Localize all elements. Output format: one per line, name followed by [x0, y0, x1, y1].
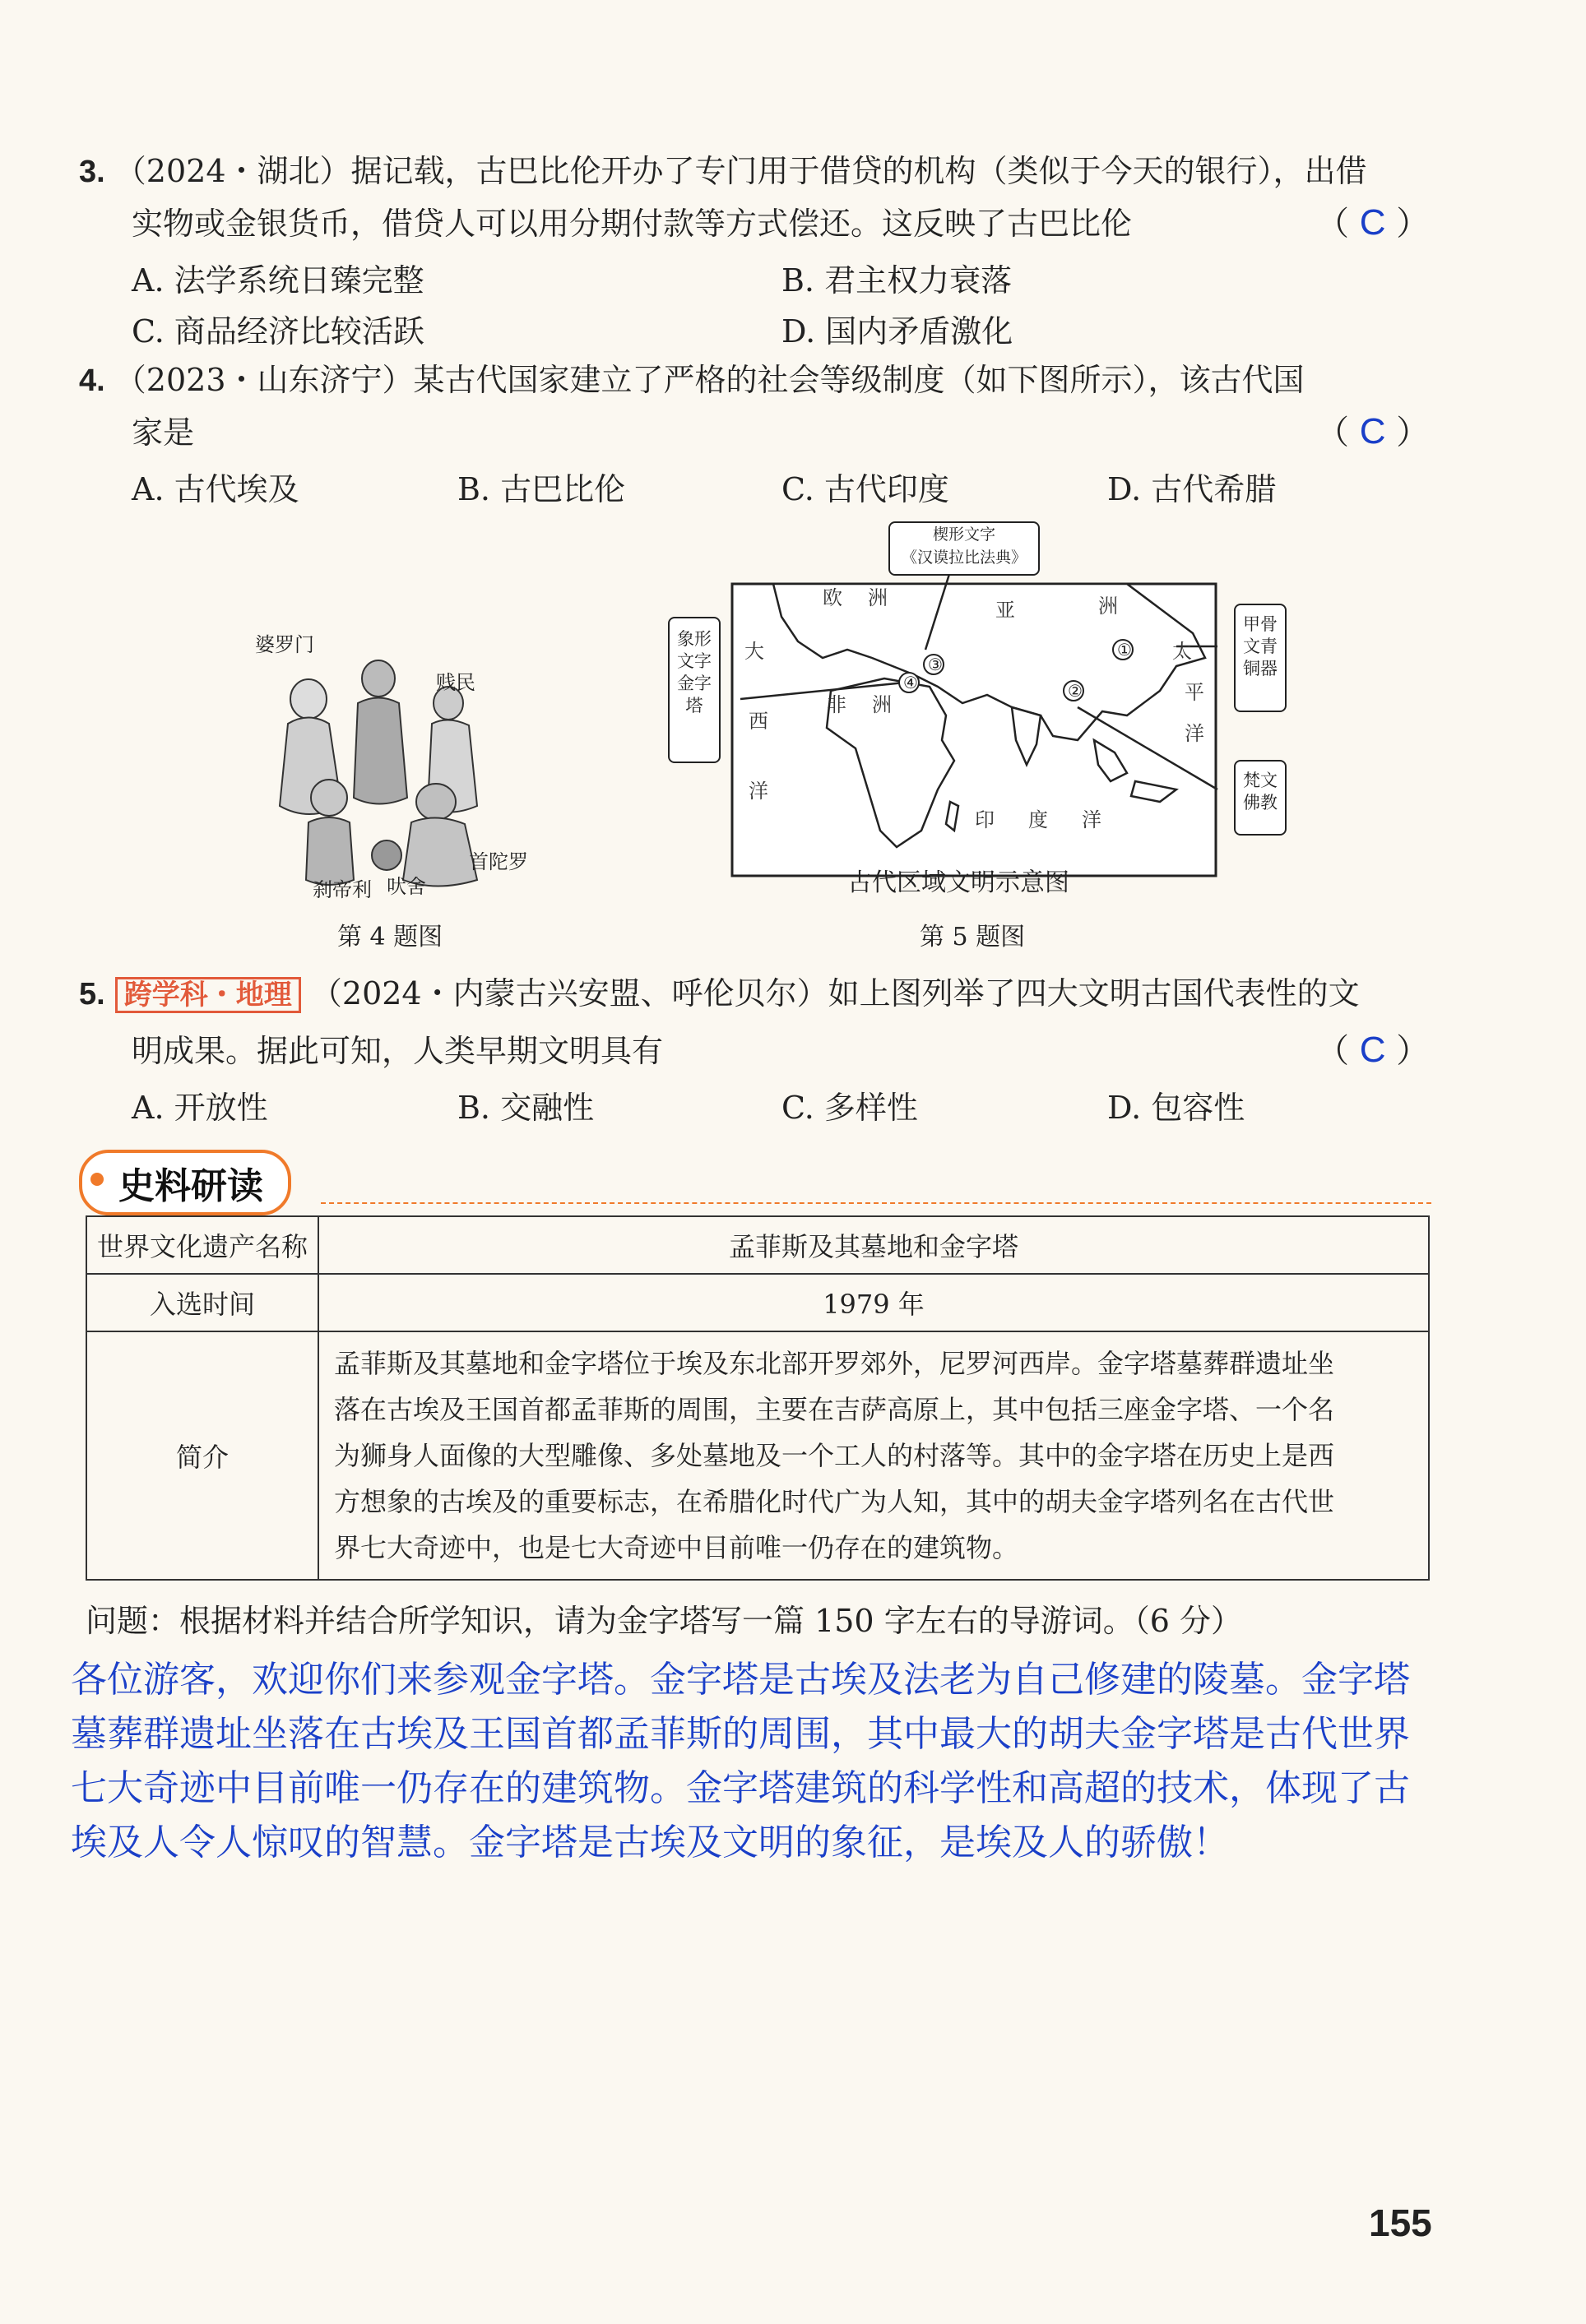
marker-1: ①: [1117, 640, 1132, 660]
table-label: 世界文化遗产名称: [86, 1216, 318, 1274]
bullet-dot-icon: [90, 1173, 104, 1186]
fig5-caption: 第 5 题图: [920, 923, 1026, 951]
q3-answer-bracket: （ C ）: [1316, 202, 1430, 243]
table-row: [86, 1274, 1429, 1331]
q3-stem-1: （2024・湖北）据记载，古巴比伦开办了专门用于借贷的机构（类似于今天的银行），出借: [114, 153, 1367, 189]
map-region-africa-1: 非: [827, 693, 846, 716]
q4-line1: [79, 354, 1305, 407]
label-untouchable: 贱民: [436, 671, 475, 694]
answer-line: 各位游客，欢迎你们来参观金字塔。金字塔是古埃及法老为自己修建的陵墓。金字塔: [71, 1659, 1410, 1701]
q5-answer-bracket: （ C ）: [1316, 1030, 1430, 1070]
intro-line: 孟菲斯及其墓地和金字塔位于埃及东北部开罗郊外，尼罗河西岸。金字塔墓葬群遗址坐: [334, 1348, 1335, 1379]
intro-line: 落在古埃及王国首都孟菲斯的周围，主要在吉萨高原上，其中包括三座金字塔、一个名: [334, 1394, 1335, 1425]
q4-answer: C: [1359, 411, 1386, 451]
marker-4: ④: [903, 673, 918, 692]
label-brahmin: 婆罗门: [255, 633, 314, 656]
marker-3: ③: [928, 655, 943, 674]
q4-number: 4.: [79, 363, 105, 398]
map-title: 古代区域文明示意图: [847, 868, 1069, 897]
q3-line1: [79, 145, 1367, 198]
essay-question: 问题：根据材料并结合所学知识，请为金字塔写一篇 150 字左右的导游词。（6 分）: [86, 1603, 1242, 1639]
q5-stem-2: 明成果。据此可知，人类早期文明具有: [132, 1033, 664, 1069]
page-number: 155: [1369, 2201, 1432, 2244]
table-value: 孟菲斯及其墓地和金字塔: [318, 1216, 1429, 1274]
answer-line: 墓葬群遗址坐落在古埃及王国首都孟菲斯的周围，其中最大的胡夫金字塔是古代世界: [71, 1713, 1410, 1755]
map-region-indian-3: 洋: [1082, 808, 1101, 831]
intro-line: 方想象的古埃及的重要标志，在希腊化时代广为人知，其中的胡夫金字塔列名在古代世: [334, 1486, 1335, 1517]
q3-option-c: C. 商品经济比较活跃: [132, 313, 424, 350]
q3-number: 3.: [79, 155, 105, 189]
table-label: 简介: [86, 1331, 318, 1580]
section-divider: [321, 1202, 1431, 1204]
map-region-indian-1: 印: [975, 808, 995, 831]
label-vaishya: 吠舍: [387, 875, 426, 898]
callout-hieroglyphs: 象形文字金字塔: [668, 617, 721, 763]
table-value: 1979 年: [318, 1274, 1429, 1331]
fig4-caption: 第 4 题图: [337, 923, 443, 951]
q3-option-a: A. 法学系统日臻完整: [132, 262, 424, 299]
map-region-pacific-1: 太: [1172, 640, 1192, 663]
answer-line: 埃及人令人惊叹的智慧。金字塔是古埃及文明的象征，是埃及人的骄傲！: [71, 1822, 1229, 1863]
table-intro: [318, 1331, 1429, 1580]
marker-2: ②: [1068, 681, 1083, 701]
heritage-table: [86, 1215, 1430, 1581]
q4-stem-2: 家是: [132, 414, 195, 451]
map-region-asia-2: 洲: [1098, 595, 1118, 618]
map-region-europe-2: 洲: [868, 586, 888, 609]
map-region-europe-1: 欧: [823, 586, 842, 609]
map-region-indian-2: 度: [1028, 808, 1048, 831]
ancient-civilizations-map: [666, 518, 1234, 905]
map-region-asia-1: 亚: [995, 599, 1015, 622]
intro-line: 界七大奇迹中，也是七大奇迹中目前唯一仍存在的建筑物。: [334, 1532, 1019, 1563]
q3-option-b: B. 君主权力衰落: [781, 262, 1013, 299]
table-row: [86, 1216, 1429, 1274]
answer-line: 七大奇迹中目前唯一仍存在的建筑物。金字塔建筑的科学性和高超的技术，体现了古: [71, 1767, 1410, 1809]
q5-line1: [79, 967, 1360, 1021]
map-region-atlantic-3: 洋: [749, 780, 768, 803]
interdisciplinary-tag: 跨学科・地理: [115, 977, 301, 1013]
label-shudra: 首陀罗: [469, 850, 528, 873]
q5-number: 5.: [79, 977, 105, 1012]
callout-oracle-bronze: 甲骨文青铜器: [1234, 604, 1287, 712]
map-region-atlantic-1: 大: [744, 640, 764, 663]
caste-illustration: [230, 633, 543, 905]
q4-stem-1: （2023・山东济宁）某古代国家建立了严格的社会等级制度（如下图所示），该古代国: [114, 362, 1305, 398]
callout-sanskrit-buddhism: 梵文佛教: [1234, 760, 1287, 836]
q5-stem-1: （2024・内蒙古兴安盟、呼伦贝尔）如上图列举了四大文明古国代表性的文: [310, 975, 1360, 1012]
q5-option-a: A. 开放性: [132, 1090, 268, 1126]
table-label: 入选时间: [86, 1274, 318, 1331]
q5-option-b: B. 交融性: [457, 1090, 595, 1126]
callout-cuneiform-line2: 《汉谟拉比法典》: [901, 549, 1027, 567]
q4-option-a: A. 古代埃及: [132, 471, 299, 507]
section-header: [79, 1150, 291, 1215]
map-region-pacific-3: 洋: [1185, 722, 1204, 745]
q3-stem-2: 实物或金银货币，借贷人可以用分期付款等方式偿还。这反映了古巴比伦: [132, 206, 1133, 242]
q5-option-d: D. 包容性: [1107, 1090, 1245, 1126]
q3-answer: C: [1359, 202, 1386, 243]
section-title: 史料研读: [118, 1166, 263, 1206]
q3-option-d: D. 国内矛盾激化: [781, 313, 1013, 350]
q4-option-c: C. 古代印度: [781, 471, 949, 507]
q5-option-c: C. 多样性: [781, 1090, 918, 1126]
callout-cuneiform-line1: 楔形文字: [932, 525, 995, 544]
q5-answer: C: [1359, 1030, 1386, 1070]
q4-option-b: B. 古巴比伦: [457, 471, 626, 507]
map-region-pacific-2: 平: [1185, 681, 1204, 704]
intro-line: 为狮身人面像的大型雕像、多处墓地及一个工人的村落等。其中的金字塔在历史上是西: [334, 1440, 1335, 1471]
label-kshatriya: 刹帝利: [313, 878, 372, 901]
map-region-africa-2: 洲: [872, 693, 892, 716]
map-region-atlantic-2: 西: [749, 710, 768, 733]
q4-option-d: D. 古代希腊: [1107, 471, 1277, 507]
callout-cuneiform: [888, 521, 1040, 576]
table-row: [86, 1331, 1429, 1580]
q4-answer-bracket: （ C ）: [1316, 411, 1430, 451]
essay-answer: [71, 1653, 1410, 1870]
